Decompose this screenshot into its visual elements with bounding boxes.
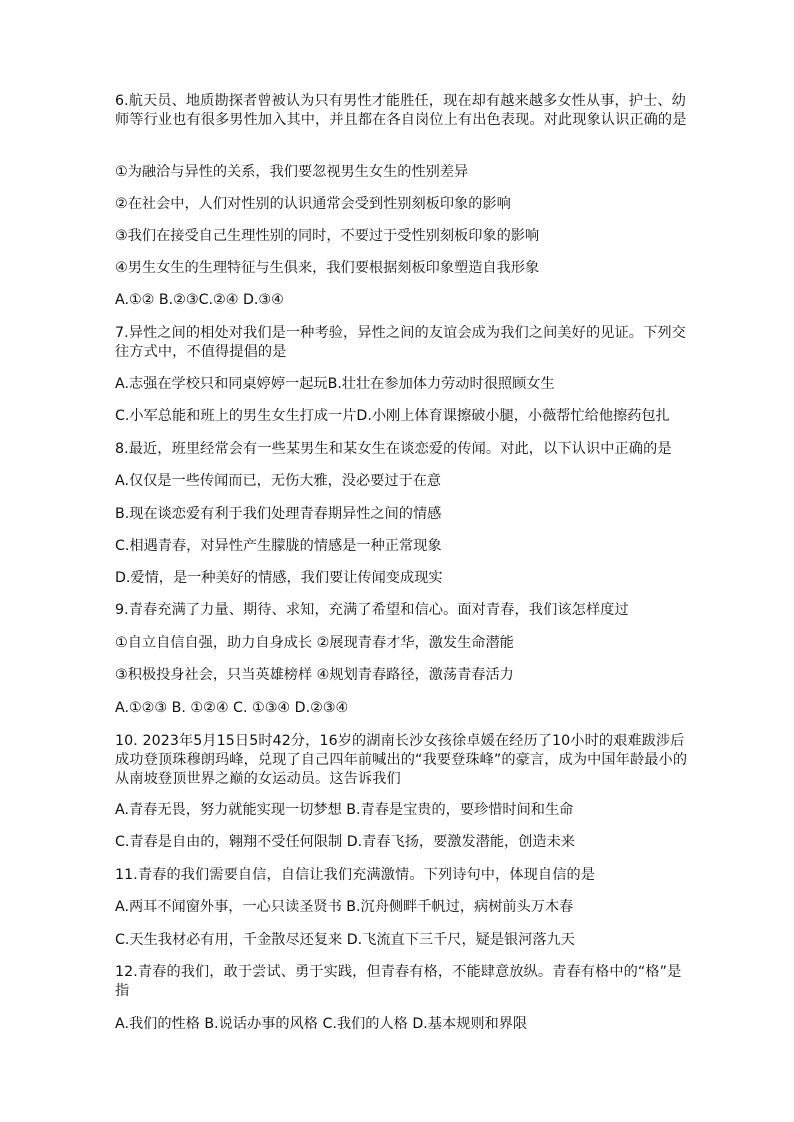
question-6-stem: 6.航天员、地质勘探者曾被认为只有男性才能胜任，现在却有越来越多女性从事，护士、幼师等行业也有很多男性加入其中，并且都在各自岗位上有出色表现。对此现象认识正确的是 bbox=[115, 93, 687, 128]
question-7-answers-ab: A.志强在学校只和同桌婷婷一起玩B.壮壮在参加体力劳动时很照顾女生 bbox=[115, 376, 555, 392]
question-7-answers-cd: C.小军总能和班上的男生女生打成一片D.小刚上体育课擦破小腿，小薇帮忙给他擦药包扎 bbox=[115, 408, 670, 424]
question-6-option-3: ③我们在接受自己生理性别的同时，不要过于受性别刻板印象的影响 bbox=[115, 228, 540, 244]
question-8-option-c: C.相遇青春，对异性产生朦胧的情感是一种正常现象 bbox=[115, 538, 442, 554]
question-9-stem: 9.青春充满了力量、期待、求知，充满了希望和信心。面对青春，我们该怎样度过 bbox=[115, 602, 629, 618]
question-12-answers: A.我们的性格 B.说话办事的风格 C.我们的人格 D.基本规则和界限 bbox=[115, 1016, 528, 1032]
question-11-answers-ab: A.两耳不闻窗外事，一心只读圣贤书 B.沉舟侧畔千帆过，病树前头万木春 bbox=[115, 899, 574, 915]
question-8-option-a: A.仅仅是一些传闻而已，无伤大雅，没必要过于在意 bbox=[115, 473, 442, 489]
question-9-answers: A.①②③ B. ①②④ C. ①③④ D.②③④ bbox=[115, 700, 349, 716]
question-7-stem: 7.异性之间的相处对我们是一种考验，异性之间的友谊会成为我们之间美好的见证。下列交往方式中，不值得提倡的是 bbox=[115, 325, 686, 360]
question-6-answers: A.①② B.②③C.②④ D.③④ bbox=[115, 292, 284, 308]
question-6-option-4: ④男生女生的生理特征与生俱来，我们要根据刻板印象塑造自我形象 bbox=[115, 260, 540, 276]
question-9-items-1-2: ①自立自信自强，助力自身成长 ②展现青春才华，激发生命潜能 bbox=[115, 635, 514, 651]
question-10-stem: 10. 2023年5月15日5时42分，16岁的湖南长沙女孩徐卓媛在经历了10小时的艰难跋涉后成功登顶珠穆朗玛峰，兑现了自己四年前喊出的“我要登珠峰”的豪言，成为中国年龄最小的从南坡登顶世界之巅的女运动员。这告诉我们 bbox=[115, 733, 688, 787]
question-10-answers-ab: A.青春无畏，努力就能实现一切梦想 B.青春是宝贵的，要珍惜时间和生命 bbox=[115, 802, 574, 818]
question-8-option-d: D.爱情，是一种美好的情感，我们要让传闻变成现实 bbox=[115, 570, 443, 586]
question-10-answers-cd: C.青春是自由的，翱翔不受任何限制 D.青春飞扬，要激发潜能，创造未来 bbox=[115, 834, 575, 850]
question-8-stem: 8.最近，班里经常会有一些某男生和某女生在谈恋爱的传闻。对此，以下认识中正确的是 bbox=[115, 441, 672, 457]
question-11-stem: 11.青春的我们需要自信，自信让我们充满激情。下列诗句中，体现自信的是 bbox=[115, 867, 596, 883]
question-9-items-3-4: ③积极投身社会，只当英雄榜样 ④规划青春路径，激荡青春活力 bbox=[115, 667, 514, 683]
question-6-option-2: ②在社会中，人们对性别的认识通常会受到性别刻板印象的影响 bbox=[115, 196, 511, 212]
question-11-answers-cd: C.天生我材必有用，千金散尽还复来 D.飞流直下三千尺，疑是银河落九天 bbox=[115, 932, 575, 948]
question-6-option-1: ①为融洽与异性的关系，我们要忽视男生女生的性别差异 bbox=[115, 164, 469, 180]
question-12-stem: 12.青春的我们，敢于尝试、勇于实践，但青春有格，不能肆意放纵。青春有格中的“格”是指 bbox=[115, 964, 682, 999]
question-8-option-b: B.现在谈恋爱有利于我们处理青春期异性之间的情感 bbox=[115, 506, 442, 522]
